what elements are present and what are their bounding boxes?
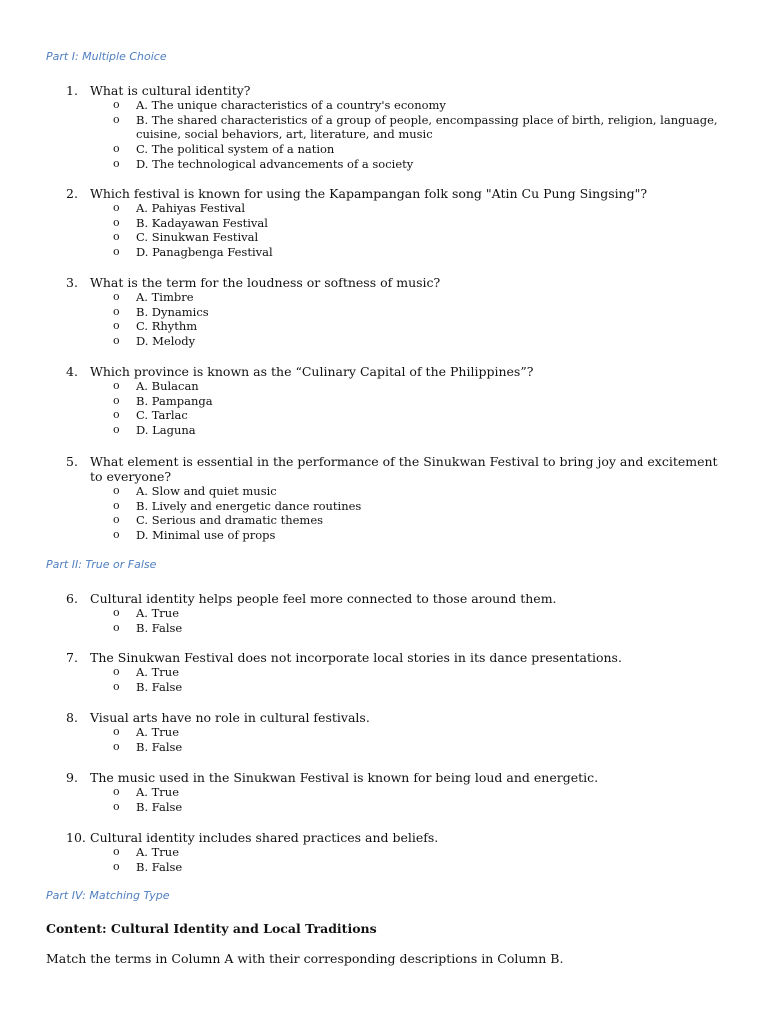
bullet-icon: o (113, 379, 120, 392)
option-item: o D. Minimal use of props (113, 528, 276, 543)
question-7 (0, 650, 768, 694)
option-item: o A. True (113, 665, 179, 679)
option-item: o A. The unique characteristics of a country's economy (113, 98, 446, 112)
bullet-icon: o (113, 484, 120, 497)
question-text: What element is essential in the performance of the Sinukwan Festival to bring joy and excitement to everyone? (90, 454, 718, 484)
question-text: Visual arts have no role in cultural festivals. (90, 710, 370, 725)
question-number: 4. (66, 364, 78, 379)
bullet-icon: o (113, 620, 120, 634)
question-number: 10. (66, 830, 86, 845)
question-3 (0, 275, 768, 349)
option-item: o A. Timbre (113, 290, 194, 304)
question-number: 8. (66, 710, 78, 725)
option-item: o C. Sinukwan Festival (113, 230, 259, 245)
bullet-icon: o (113, 423, 120, 437)
bullet-icon: o (113, 304, 120, 318)
option-item: o B. False (113, 679, 183, 694)
option-item: o B. False (113, 859, 183, 874)
option-item: o C. Tarlac (113, 408, 188, 423)
bullet-icon: o (113, 98, 120, 111)
option-item: o B. False (113, 620, 183, 635)
question-text: The music used in the Sinukwan Festival is known for being loud and energetic. (90, 770, 599, 785)
question-number: 9. (66, 770, 78, 785)
question-text: What is cultural identity? (90, 83, 251, 98)
option-item: o D. The technological advancements of a society (113, 156, 414, 171)
option-item: o C. The political system of a nation (113, 142, 335, 157)
bullet-icon: o (113, 498, 120, 512)
option-item: o B. Pampanga (113, 393, 213, 408)
option-item: o B. Lively and energetic dance routines (113, 498, 362, 513)
question-number: 5. (66, 454, 78, 469)
option-item: o B. Dynamics (113, 304, 209, 319)
bullet-icon: o (113, 725, 120, 738)
question-text: Which festival is known for using the Kapampangan folk song "Atin Cu Pung Singsing"? (90, 186, 648, 201)
bullet-icon: o (113, 799, 120, 813)
question-text: Cultural identity helps people feel more connected to those around them. (90, 591, 557, 606)
bullet-icon: o (113, 215, 120, 229)
option-item: o A. Slow and quiet music (113, 484, 277, 498)
bullet-icon: o (113, 319, 120, 333)
option-item: o B. False (113, 799, 183, 814)
question-2 (0, 186, 768, 260)
question-text: The Sinukwan Festival does not incorporate local stories in its dance presentations. (90, 650, 622, 665)
bullet-icon: o (113, 739, 120, 753)
question-8 (0, 710, 768, 754)
option-item: o A. True (113, 725, 179, 739)
question-10 (0, 830, 768, 874)
bullet-icon: o (113, 859, 120, 873)
part-4-heading: Part IV: Matching Type (46, 889, 170, 902)
option-item: o A. True (113, 606, 179, 620)
question-6 (0, 591, 768, 635)
instruction-text: Match the terms in Column A with their corresponding descriptions in Column B. (46, 951, 564, 966)
bullet-icon: o (113, 142, 120, 156)
option-item: o A. Bulacan (113, 379, 199, 393)
bullet-icon: o (113, 230, 120, 244)
option-item: o D. Panagbenga Festival (113, 245, 273, 260)
bullet-icon: o (113, 785, 120, 798)
question-text: Which province is known as the “Culinary Capital of the Philippines”? (90, 364, 534, 379)
question-number: 1. (66, 83, 78, 98)
question-number: 6. (66, 591, 78, 606)
bullet-icon: o (113, 606, 120, 619)
question-5 (0, 454, 768, 543)
question-9 (0, 770, 768, 814)
option-item: o A. True (113, 845, 179, 859)
bullet-icon: o (113, 334, 120, 348)
bullet-icon: o (113, 408, 120, 422)
question-1 (0, 83, 768, 172)
option-item: o D. Laguna (113, 423, 196, 438)
bullet-icon: o (113, 201, 120, 214)
bullet-icon: o (113, 156, 120, 170)
bullet-icon: o (113, 665, 120, 678)
part-2-heading: Part II: True or False (46, 558, 157, 571)
question-4 (0, 364, 768, 438)
option-item: o B. Kadayawan Festival (113, 215, 268, 230)
content-heading: Content: Cultural Identity and Local Traditions (46, 921, 377, 936)
part-1-heading: Part I: Multiple Choice (46, 50, 167, 63)
question-text: Cultural identity includes shared practices and beliefs. (90, 830, 439, 845)
option-item: o A. Pahiyas Festival (113, 201, 246, 215)
question-text: What is the term for the loudness or softness of music? (90, 275, 441, 290)
option-item: o B. False (113, 739, 183, 754)
bullet-icon: o (113, 393, 120, 407)
bullet-icon: o (113, 528, 120, 542)
bullet-icon: o (113, 679, 120, 693)
option-item: o B. The shared characteristics of a group of people, encompassing place of birth, religion, language, cuisine, social behaviors, art, literature, and music (113, 112, 718, 142)
bullet-icon: o (113, 245, 120, 259)
question-number: 7. (66, 650, 78, 665)
option-item: o D. Melody (113, 334, 196, 349)
option-item: o A. True (113, 785, 179, 799)
bullet-icon: o (113, 112, 120, 126)
question-number: 3. (66, 275, 78, 290)
bullet-icon: o (113, 845, 120, 858)
bullet-icon: o (113, 513, 120, 527)
option-item: o C. Rhythm (113, 319, 198, 334)
question-number: 2. (66, 186, 78, 201)
bullet-icon: o (113, 290, 120, 303)
option-item: o C. Serious and dramatic themes (113, 513, 324, 528)
